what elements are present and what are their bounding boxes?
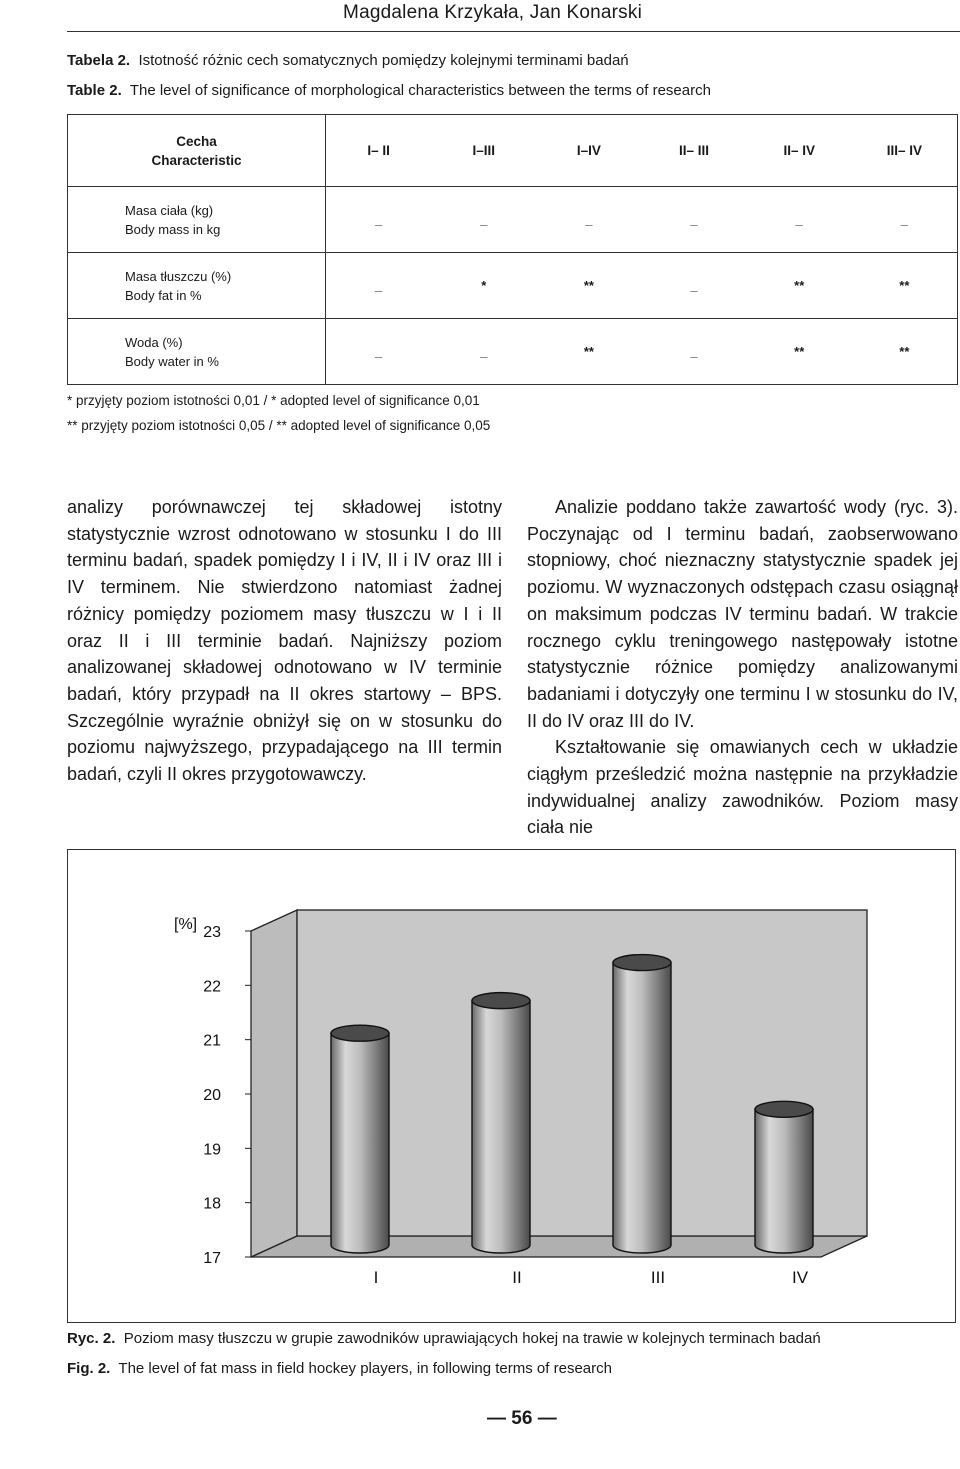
figure-caption-pl-text: Poziom masy tłuszczu w grupie zawodników uprawiających hokej na trawie w kolejnych terminach badań [123,1330,821,1347]
bar-body [755,1109,813,1253]
y-tick-label: 19 [203,1141,221,1159]
column-header: I–IV [576,143,601,158]
table-footnote-1: * przyjęty poziom istotności 0,01 / * adopted level of significance 0,01 [67,393,480,408]
bar-III [613,955,671,1253]
chart-frame [67,849,956,1323]
table-cell: ** [794,278,805,293]
row-feature-pl: Masa ciała (kg) [125,202,214,218]
table-cell: _ [690,212,698,227]
y-tick-label: 23 [203,924,221,941]
y-tick-label: 22 [203,978,221,996]
column-header: II– IV [783,143,815,158]
bar-body [613,963,671,1253]
column-header: I–III [472,143,495,158]
body-right-column [527,494,958,841]
table-cell: _ [480,344,488,359]
x-tick-label: II [512,1268,522,1287]
table-caption-pl [67,52,629,69]
bar-body [331,1033,389,1253]
table-cell: ** [583,344,594,359]
figure-caption-en-text: The level of fat mass in field hockey players, in following terms of research [118,1360,612,1377]
body-paragraph: analizy porównawczej tej składowej istotny statystycznie wzrost odnotowano w stosunku I do III terminu badań, spadek pomiędzy I i IV, II i IV oraz III i IV terminem. Nie stwierdzono natomiast żadnej różnicy pomiędzy poziomem masy tłuszczu w I i II oraz II i III terminie badań. Najniższy poziom analizowanej składowej odnotowano w IV terminie badań, który przypadł na II okres startowy – BPS. Szczególnie wyraźnie obniżył się on w stosunku do poziomu najwyższego, przypadającego na III termin badań, czyli II okres przygotowawczy. [67,497,502,785]
bar-IV [755,1101,813,1253]
table-cell: _ [795,212,803,227]
table-cell: _ [690,278,698,293]
figure-caption-en-label: Fig. 2. [67,1360,111,1377]
header-feature-en: Characteristic [151,152,242,168]
y-axis-label: [%] [174,916,198,933]
x-tick-label: I [373,1268,379,1287]
bar-II [472,993,530,1253]
chart-side-wall [251,910,297,1257]
row-values [326,253,958,319]
table-caption-en-label: Table 2. [67,82,122,99]
body-paragraph: Analizie poddano także zawartość wody (ryc. 3). Poczynając od I terminu badań, zaobserwowano stopniowy, choć nieznaczny statystycznie spadek jej poziomu. W wyznaczonych odstępach czasu osiągnął on maksimum podczas IV terminu badań. W trakcie rocznego cyklu treningowego następowały istotne statystycznie różnice pomiędzy analizowanymi badaniami i dotyczyły one terminu I w stosunku do IV, II do IV oraz III do IV. [527,497,958,731]
row-feature-pl: Masa tłuszczu (%) [125,268,232,284]
table-cell: ** [899,278,910,293]
table-row [68,319,958,385]
table-cell: * [481,278,487,293]
table-cell: _ [900,212,908,227]
column-header: III– IV [886,143,922,158]
y-tick-label: 18 [203,1195,221,1213]
table-cell: _ [374,212,383,227]
table-cell: ** [794,344,805,359]
body-left-column [67,494,502,788]
row-feature [68,319,326,385]
figure-caption-en [67,1360,612,1377]
row-feature-pl: Woda (%) [125,334,183,350]
row-values [326,319,958,385]
table-cell: _ [690,344,698,359]
table-footnote-2: ** przyjęty poziom istotności 0,05 / ** adopted level of significance 0,05 [67,418,491,433]
significance-table [67,114,958,385]
fat-mass-bar-chart [68,850,954,1321]
table-caption-en [67,82,711,99]
column-header: I– II [367,143,390,158]
row-feature-en: Body fat in % [125,287,202,303]
figure-caption-pl [67,1330,821,1347]
y-tick-label: 21 [203,1032,221,1050]
row-feature-en: Body water in % [125,353,219,369]
table-cell: ** [899,344,910,359]
bar-top [331,1025,389,1041]
table-header-columns [326,115,958,187]
table-header-feature [68,115,326,187]
bar-top [472,993,530,1009]
row-feature [68,187,326,253]
running-header-authors: Magdalena Krzykała, Jan Konarski [343,2,642,23]
table-cell: _ [480,212,488,227]
table-row [68,187,958,253]
header-feature-pl: Cecha [176,133,217,149]
bar-top [755,1101,813,1117]
figure-caption-pl-label: Ryc. 2. [67,1330,116,1347]
table-caption-en-text: The level of significance of morphological characteristics between the terms of research [129,82,711,99]
page-number: — 56 — [487,1408,557,1429]
bar-top [613,955,671,971]
bar-body [472,1001,530,1253]
x-tick-label: IV [791,1268,809,1287]
table-row [68,253,958,319]
x-tick-label: III [650,1268,666,1287]
table-caption-pl-text: Istotność różnic cech somatycznych pomiędzy kolejnymi terminami badań [138,52,629,69]
row-feature-en: Body mass in kg [125,221,221,237]
body-paragraph: Kształtowanie się omawianych cech w układzie ciągłym prześledzić można następnie na przykładzie indywidualnej analizy zawodników. Poziom masy ciała nie [527,737,958,838]
bar-I [331,1025,389,1253]
y-tick-label: 20 [203,1087,221,1104]
table-header-row [68,115,958,187]
table-caption-pl-label: Tabela 2. [67,52,131,69]
table-cell: _ [374,278,383,293]
table-cell: _ [374,344,383,359]
header-rule [67,31,960,32]
row-values [326,187,958,253]
table-cell: _ [585,212,593,227]
table-cell: ** [583,278,594,293]
y-tick-label: 17 [203,1250,221,1267]
row-feature [68,253,326,319]
column-header: II– III [679,143,710,158]
